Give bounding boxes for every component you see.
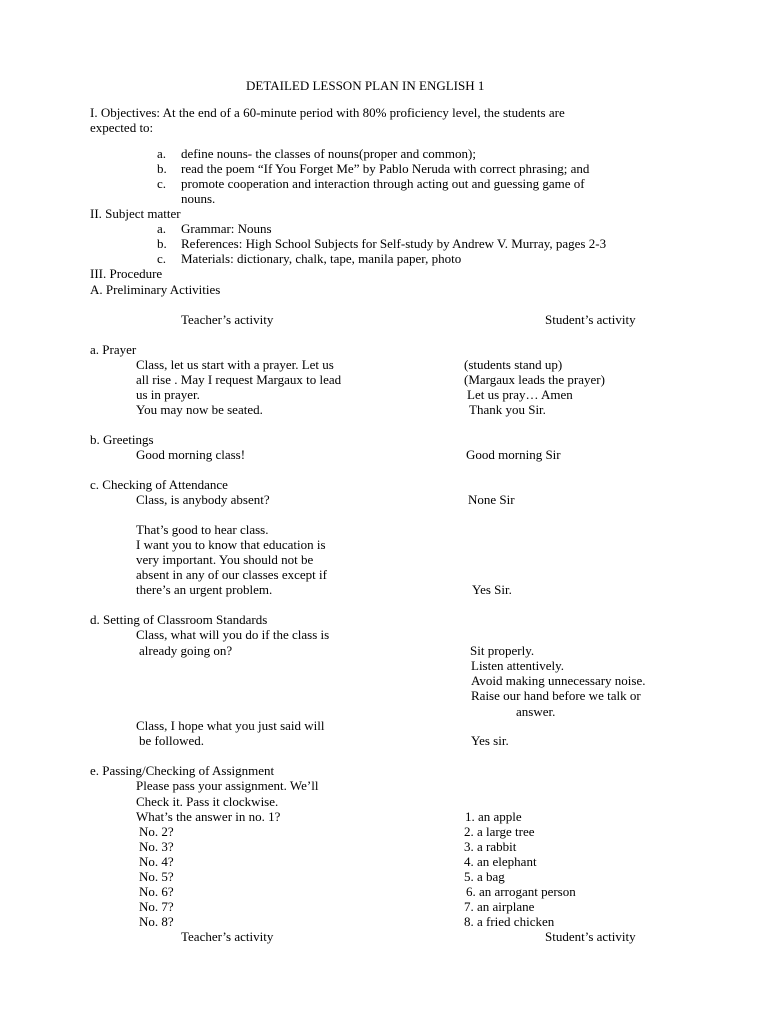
standards-heading: d. Setting of Classroom Standards [90, 612, 268, 627]
preliminary-heading: A. Preliminary Activities [90, 282, 221, 297]
question-line: No. 6? [139, 884, 174, 899]
student-line: Sit properly. [470, 643, 535, 658]
teacher-line: You may now be seated. [136, 402, 263, 417]
answer-line: 5. a bag [464, 869, 505, 884]
question-line: No. 8? [139, 914, 174, 929]
teacher-line: Class, is anybody absent? [136, 492, 270, 507]
subject-matter-marker: c. [157, 251, 167, 266]
question-line: No. 2? [139, 824, 174, 839]
objective-text: promote cooperation and interaction through acting out and guessing game of [181, 176, 585, 191]
objective-text: define nouns- the classes of nouns(proper and common); [181, 146, 476, 161]
objective-item [157, 161, 589, 176]
teacher-line: be followed. [139, 733, 204, 748]
student-line: (Margaux leads the prayer) [464, 372, 605, 387]
student-column-header: Student’s activity [545, 312, 636, 327]
student-line: Thank you Sir. [469, 402, 546, 417]
objective-marker: a. [157, 146, 167, 161]
answer-line: 8. a fried chicken [464, 914, 555, 929]
procedure-heading: III. Procedure [90, 266, 163, 281]
assignment-heading: e. Passing/Checking of Assignment [90, 763, 275, 778]
student-line: None Sir [468, 492, 515, 507]
answer-line: 4. an elephant [464, 854, 537, 869]
answer-line: 7. an airplane [464, 899, 535, 914]
subject-matter-text: References: High School Subjects for Self-study by Andrew V. Murray, pages 2-3 [181, 236, 607, 251]
objectives-intro: I. Objectives: At the end of a 60-minute period with 80% proficiency level, the students are [90, 105, 565, 120]
teacher-line: absent in any of our classes except if [136, 567, 327, 582]
objective-item [157, 176, 585, 191]
objectives-intro-cont: expected to: [90, 120, 154, 135]
question-line: No. 4? [139, 854, 174, 869]
teacher-line: very important. You should not be [136, 552, 314, 567]
student-line: Let us pray… Amen [467, 387, 573, 402]
objective-marker: b. [157, 161, 167, 176]
question-line: No. 5? [139, 869, 174, 884]
subject-matter-item [157, 221, 272, 236]
answer-line: 6. an arrogant person [466, 884, 576, 899]
teacher-line: us in prayer. [136, 387, 200, 402]
subject-matter-marker: a. [157, 221, 167, 236]
teacher-column-header: Teacher’s activity [181, 312, 274, 327]
teacher-line: already going on? [139, 643, 233, 658]
teacher-line: all rise . May I request Margaux to lead [136, 372, 342, 387]
question-line: No. 3? [139, 839, 174, 854]
student-line: Yes Sir. [472, 582, 512, 597]
prayer-heading: a. Prayer [90, 342, 137, 357]
question-line: What’s the answer in no. 1? [136, 809, 281, 824]
teacher-column-header-footer: Teacher’s activity [181, 929, 274, 944]
attendance-heading: c. Checking of Attendance [90, 477, 228, 492]
student-column-header-footer: Student’s activity [545, 929, 636, 944]
subject-matter-item [157, 251, 461, 266]
answer-line: 3. a rabbit [464, 839, 517, 854]
teacher-line: Please pass your assignment. We’ll [136, 778, 319, 793]
student-line: Raise our hand before we talk or [471, 688, 641, 703]
student-line: answer. [516, 704, 556, 719]
objective-marker: c. [157, 176, 167, 191]
objective-text: read the poem “If You Forget Me” by Pablo Neruda with correct phrasing; and [181, 161, 590, 176]
student-line: Avoid making unnecessary noise. [471, 673, 646, 688]
teacher-line: Check it. Pass it clockwise. [136, 794, 279, 809]
teacher-line: there’s an urgent problem. [136, 582, 273, 597]
subject-matter-marker: b. [157, 236, 167, 251]
subject-matter-text: Grammar: Nouns [181, 221, 272, 236]
student-line: Listen attentively. [471, 658, 565, 673]
student-line: Yes sir. [471, 733, 509, 748]
teacher-line: Good morning class! [136, 447, 246, 462]
teacher-line: I want you to know that education is [136, 537, 326, 552]
student-line: Good morning Sir [466, 447, 561, 462]
teacher-line: Class, I hope what you just said will [136, 718, 325, 733]
question-line: No. 7? [139, 899, 174, 914]
teacher-line: Class, what will you do if the class is [136, 627, 330, 642]
subject-matter-text: Materials: dictionary, chalk, tape, manila paper, photo [181, 251, 462, 266]
teacher-line: Class, let us start with a prayer. Let us [136, 357, 334, 372]
subject-matter-item [157, 236, 606, 251]
page-title: DETAILED LESSON PLAN IN ENGLISH 1 [246, 78, 485, 93]
objective-item [157, 146, 476, 161]
teacher-line: That’s good to hear class. [136, 522, 269, 537]
subject-matter-heading: II. Subject matter [90, 206, 181, 221]
student-line: (students stand up) [464, 357, 563, 372]
objective-text-cont: nouns. [181, 191, 216, 206]
answer-line: 2. a large tree [464, 824, 535, 839]
greetings-heading: b. Greetings [90, 432, 154, 447]
answer-line: 1. an apple [465, 809, 522, 824]
